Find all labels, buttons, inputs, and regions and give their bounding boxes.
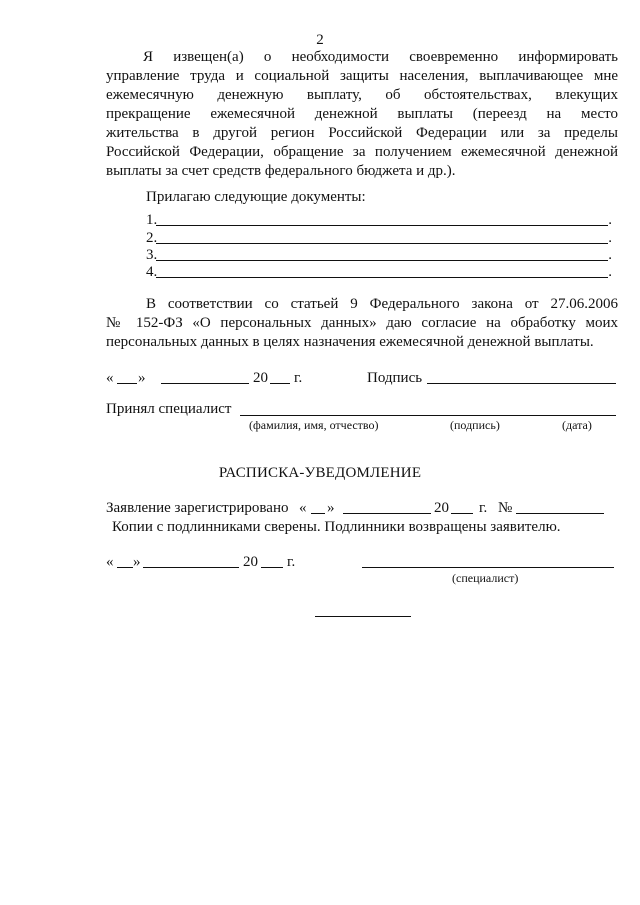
attachment-item-2 — [146, 229, 616, 247]
consent-line: № 152-ФЗ «О персональных данных» даю согласие на обработку моих — [106, 315, 618, 331]
attachment-fill-line[interactable] — [156, 260, 608, 261]
notice-line: прекращение ежемесячной денежной выплаты (переезд на место — [106, 106, 618, 122]
receipt-heading: РАСПИСКА-УВЕДОМЛЕНИЕ — [218, 465, 422, 481]
notice-line: ежемесячную денежную выплату, об обстоятельствах, влекущих — [106, 87, 618, 103]
copies-verified-text: Копии с подлинниками сверены. Подлинники возвращены заявителю. — [112, 519, 561, 535]
attachment-fill-line[interactable] — [156, 277, 608, 278]
attachment-line-end: . — [608, 212, 612, 228]
accepted-field[interactable] — [240, 415, 616, 416]
attachment-item-4 — [146, 263, 616, 281]
date-year-suffix: г. — [294, 370, 303, 386]
signature-field[interactable] — [427, 383, 616, 384]
registered-day-field[interactable] — [311, 513, 325, 514]
caption-full-name: (фамилия, имя, отчество) — [249, 418, 379, 432]
attachment-line-end: . — [608, 230, 612, 246]
registered-year-prefix: 20 — [434, 500, 449, 516]
notice-line: управление труда и социальной защиты населения, выплачивающее мне — [106, 68, 618, 84]
receipt-open-quote: « — [106, 554, 114, 570]
registered-number-field[interactable] — [516, 513, 604, 514]
receipt-day-field[interactable] — [117, 567, 133, 568]
attachment-number: 2. — [146, 230, 158, 246]
caption-signature: (подпись) — [450, 418, 500, 432]
notice-line: Российской Федерации, обращение за получением ежемесячной денежной — [106, 144, 618, 160]
registered-month-field[interactable] — [343, 513, 431, 514]
attachment-line-end: . — [608, 247, 612, 263]
attachment-item-1 — [146, 211, 616, 229]
date-day-field[interactable] — [117, 383, 137, 384]
specialist-caption: (специалист) — [452, 571, 519, 585]
date-year-field[interactable] — [270, 383, 290, 384]
attachment-fill-line[interactable] — [156, 243, 608, 244]
signature-label: Подпись — [367, 370, 423, 386]
accepted-label: Принял специалист — [106, 401, 232, 417]
notice-line: жительства в другой регион Российской Федерации или за пределы — [106, 125, 618, 141]
receipt-year-suffix: г. — [287, 554, 296, 570]
attachment-fill-line[interactable] — [156, 225, 608, 226]
registered-close-quote: » — [327, 500, 335, 516]
date-close-quote: » — [138, 370, 146, 386]
receipt-close-quote: » — [133, 554, 141, 570]
date-open-quote: « — [106, 370, 114, 386]
attachment-number: 4. — [146, 264, 158, 280]
date-month-field[interactable] — [161, 383, 249, 384]
registered-label: Заявление зарегистрировано — [106, 500, 289, 516]
registered-year-suffix: г. — [479, 500, 488, 516]
specialist-signature-field[interactable] — [362, 567, 614, 568]
notice-line: Я извещен(а) о необходимости своевременно информировать — [143, 49, 618, 65]
receipt-year-field[interactable] — [261, 567, 283, 568]
receipt-year-prefix: 20 — [243, 554, 258, 570]
attachments-intro: Прилагаю следующие документы: — [146, 189, 366, 205]
registered-open-quote: « — [299, 500, 307, 516]
registered-year-field[interactable] — [451, 513, 473, 514]
attachment-number: 1. — [146, 212, 158, 228]
consent-line: В соответствии со статьей 9 Федерального закона от 27.06.2006 — [146, 296, 618, 312]
page-number: 2 — [316, 32, 324, 48]
attachment-item-3 — [146, 246, 616, 264]
registered-number-sign: № — [498, 500, 513, 516]
consent-line: персональных данных в целях назначения ежемесячной денежной выплаты. — [106, 334, 594, 350]
end-divider — [315, 616, 411, 617]
receipt-month-field[interactable] — [143, 567, 239, 568]
date-year-prefix: 20 — [253, 370, 268, 386]
caption-date: (дата) — [562, 418, 592, 432]
attachment-number: 3. — [146, 247, 158, 263]
attachment-line-end: . — [608, 264, 612, 280]
notice-line: выплаты за счет средств федерального бюджета и др.). — [106, 163, 456, 179]
